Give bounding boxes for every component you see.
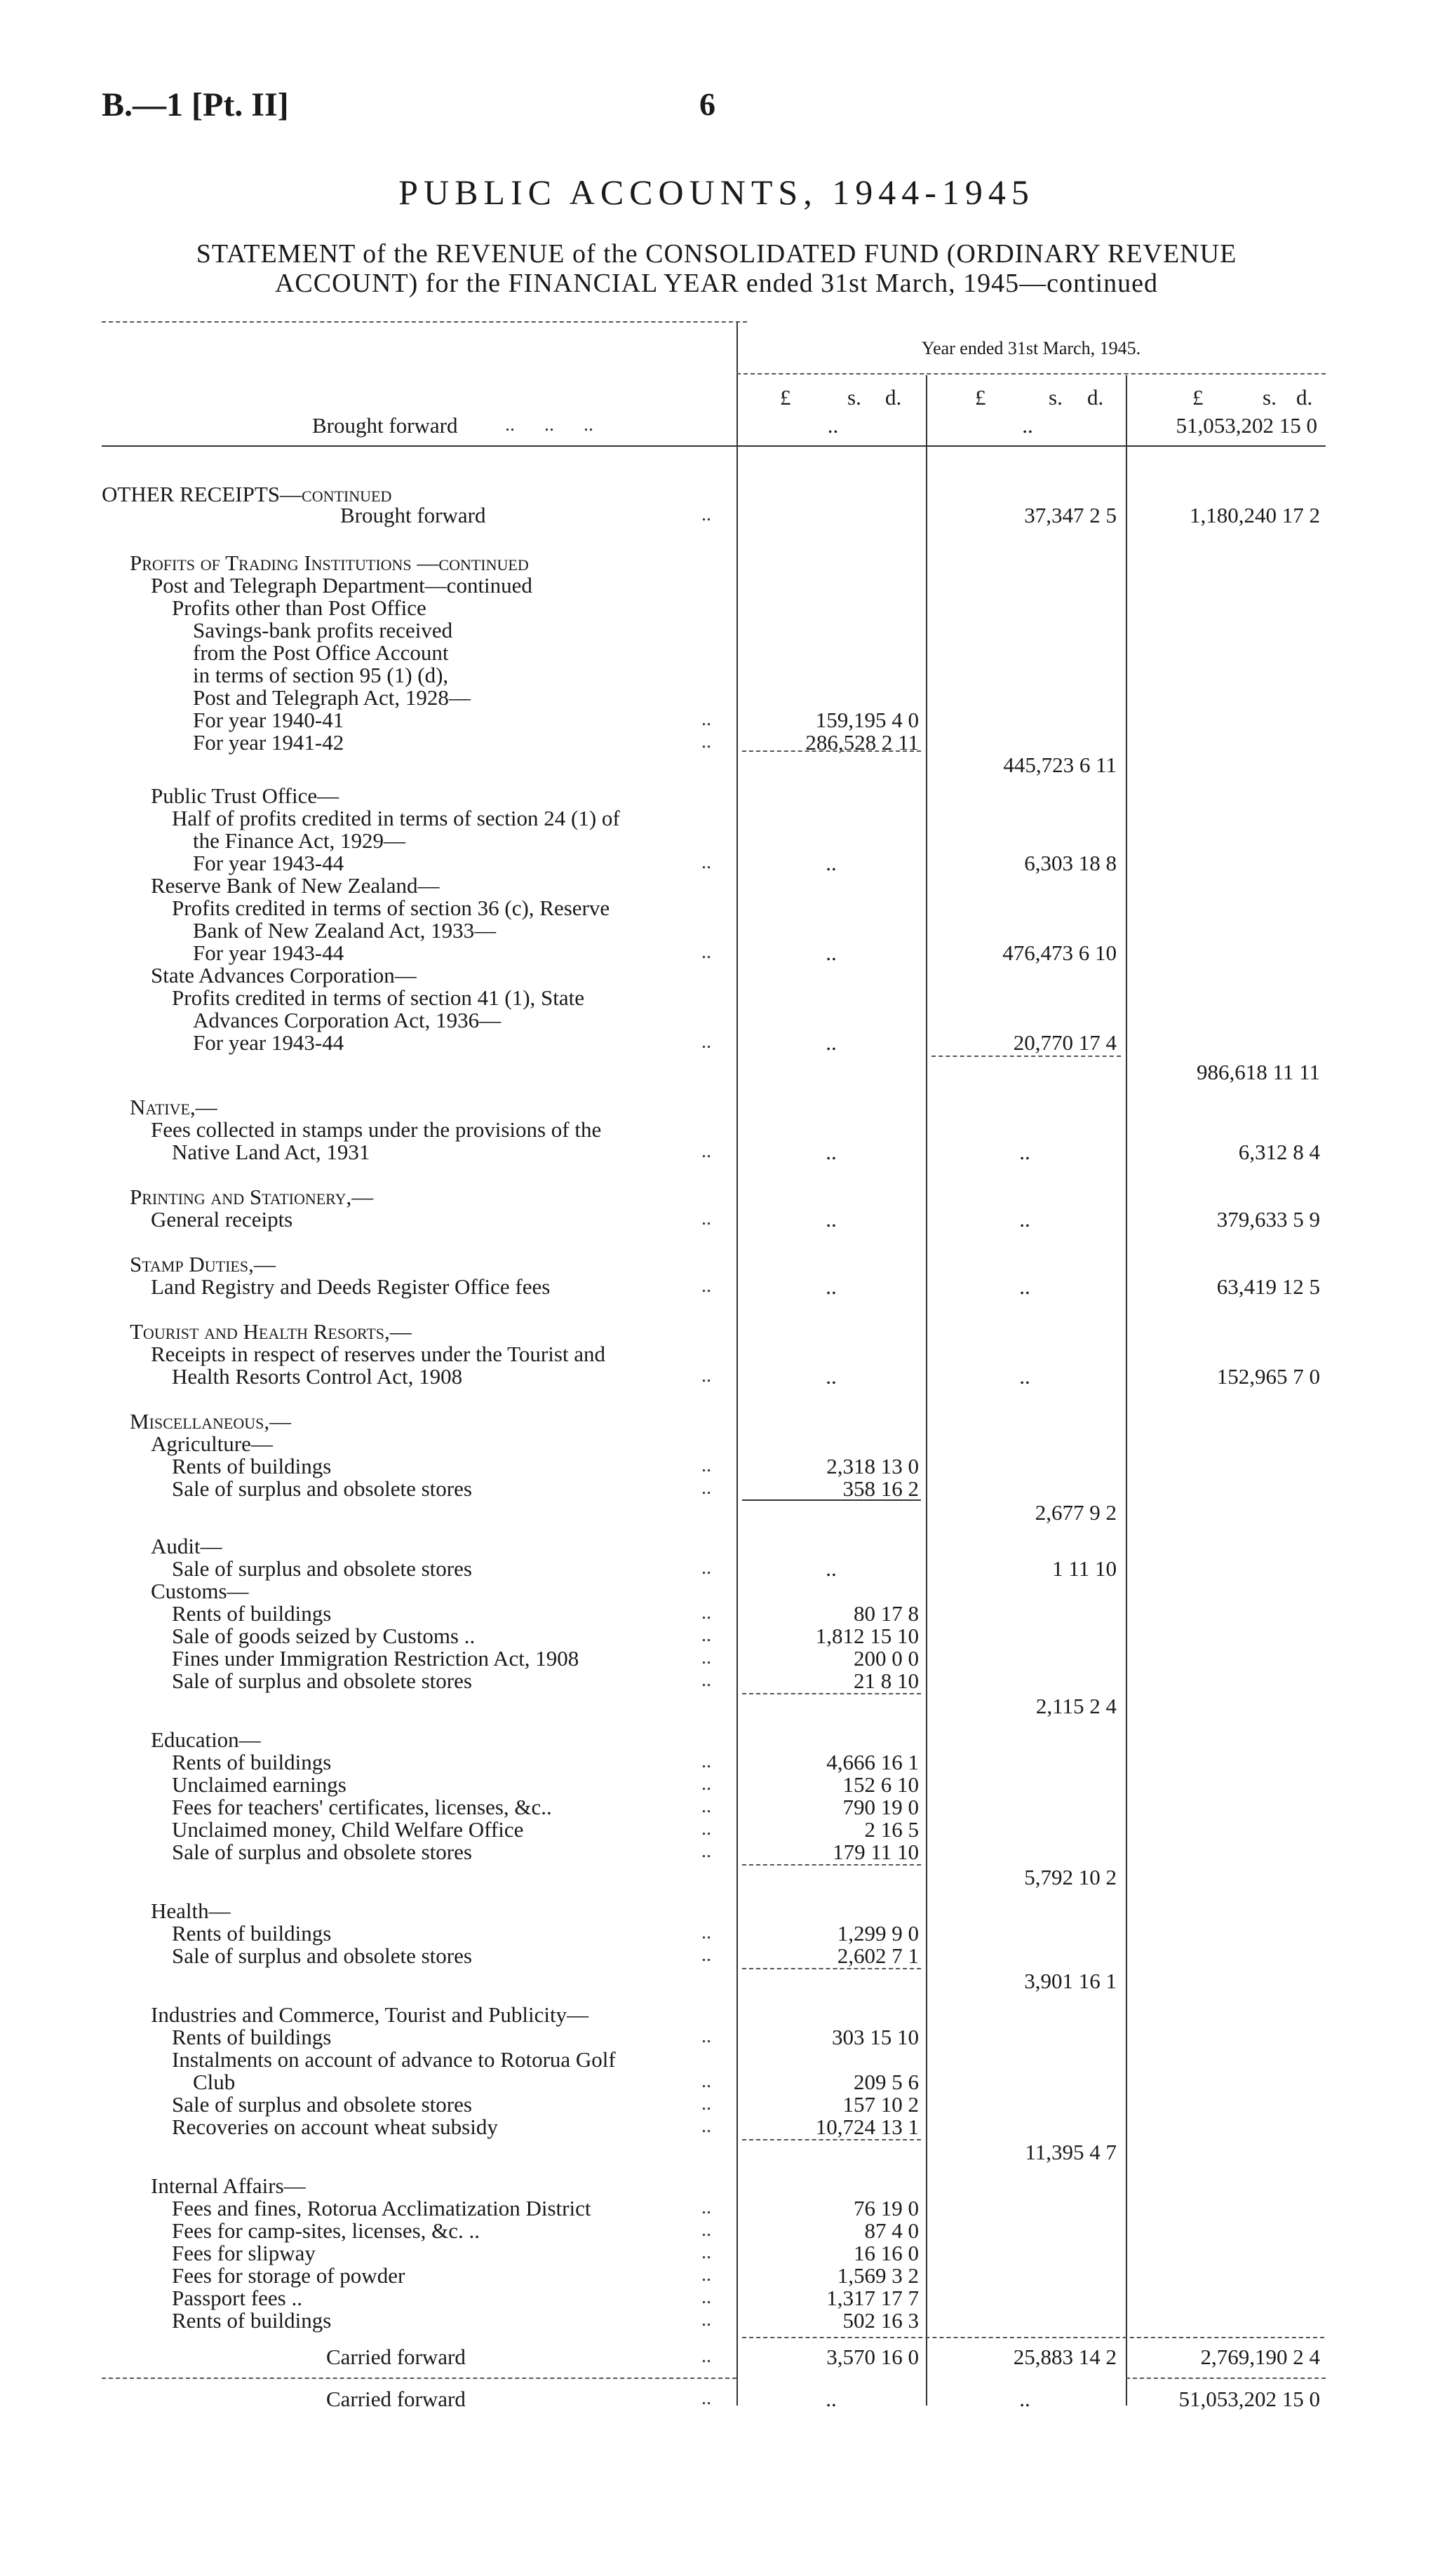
col3-shillings-header: s.: [1263, 385, 1277, 410]
subtotal-rule: [742, 1864, 921, 1866]
brought-forward-col1: ..: [827, 413, 839, 438]
row-label: Public Trust Office—: [151, 783, 339, 808]
row-label: Recoveries on account wheat subsidy: [172, 2115, 498, 2139]
dot-leader: ..: [701, 2241, 711, 2263]
dot-leader: ..: [701, 2387, 711, 2409]
dot-leader: ..: [701, 2115, 711, 2137]
amount-col1: 2,318 13 0: [826, 1454, 919, 1478]
amount-col1: ..: [826, 940, 837, 965]
amount-col1: 157 10 2: [842, 2092, 919, 2117]
row-label: Printing and Stationery,—: [130, 1185, 374, 1209]
dot-leader: ..: [701, 1208, 711, 1229]
row-label: Rents of buildings: [172, 1454, 332, 1478]
row-label: Unclaimed money, Child Welfare Office: [172, 1817, 524, 1842]
dot-leader: ..: [701, 1602, 711, 1624]
dot-leader: ..: [701, 1795, 711, 1817]
dot-leader: ..: [701, 1818, 711, 1840]
amount-col1: 80 17 8: [854, 1601, 919, 1626]
row-label: For year 1943-44: [193, 940, 344, 965]
row-label: Post and Telegraph Act, 1928—: [193, 685, 471, 710]
col2-pence-header: d.: [1087, 385, 1104, 410]
amount-col1: 159,195 4 0: [815, 708, 919, 732]
dot-leader: ..: [701, 941, 711, 963]
amount-col1: 2,602 7 1: [837, 1943, 919, 1968]
dot-leader: ..: [701, 2070, 711, 2092]
row-label: OTHER RECEIPTS—continued: [102, 482, 392, 506]
row-label: the Finance Act, 1929—: [193, 828, 406, 853]
amount-col2: ..: [1019, 1140, 1030, 1164]
row-label: Land Registry and Deeds Register Office fees: [151, 1274, 551, 1299]
amount-col1: ..: [826, 851, 837, 875]
row-label: Native,—: [130, 1095, 217, 1119]
dot-leader: ..: [701, 1455, 711, 1476]
period-header: Year ended 31st March, 1945.: [921, 338, 1141, 358]
bottom-rule-right: [1126, 2378, 1326, 2379]
amount-col2: 25,883 14 2: [1013, 2345, 1117, 2369]
row-label: Stamp Duties,—: [130, 1252, 276, 1276]
row-label: State Advances Corporation—: [151, 963, 417, 987]
dot-leader: ..: [701, 1751, 711, 1772]
amount-col2: 37,347 2 5: [1024, 503, 1117, 527]
col1-pounds-header: £: [780, 385, 791, 410]
row-label: Profits other than Post Office: [172, 595, 426, 620]
amount-col2: 3,901 16 1: [1024, 1969, 1117, 1993]
amount-col1: ..: [826, 1207, 837, 1232]
dot-leader: ..: [701, 2025, 711, 2047]
row-label: Fees for storage of powder: [172, 2263, 405, 2288]
subtotal-rule: [742, 750, 921, 752]
amount-col2: 2,677 9 2: [1035, 1500, 1117, 1525]
row-label: Fees collected in stamps under the provisions of the: [151, 1117, 602, 1142]
top-rule-left: [102, 321, 747, 323]
row-label: Fees and fines, Rotorua Acclimatization District: [172, 2196, 591, 2220]
row-label: from the Post Office Account: [193, 640, 449, 665]
dot-leader: ..: [701, 2219, 711, 2241]
dot-leader: ..: [701, 1275, 711, 1297]
amount-col1: 4,666 16 1: [826, 1750, 919, 1774]
row-label: Sale of surplus and obsolete stores: [172, 1556, 472, 1581]
amount-col1: 790 19 0: [842, 1795, 919, 1819]
row-label: Passport fees ..: [172, 2286, 302, 2310]
amount-col1: ..: [826, 2387, 837, 2411]
dot-leader: ..: [701, 2264, 711, 2286]
row-label: Sale of surplus and obsolete stores: [172, 1840, 472, 1864]
brought-forward-col2: ..: [1022, 413, 1033, 438]
row-label: Rents of buildings: [172, 2308, 332, 2333]
dot-leader: ..: [701, 1944, 711, 1966]
dot-leader: ..: [701, 2093, 711, 2115]
row-label: Rents of buildings: [172, 1750, 332, 1774]
brought-forward-col3: 51,053,202 15 0: [1176, 413, 1317, 438]
row-label: Tourist and Health Resorts,—: [130, 1319, 412, 1344]
subtotal-rule: [742, 1693, 921, 1694]
row-label: Fees for camp-sites, licenses, &c. ..: [172, 2218, 480, 2243]
dot-leader: ..: [701, 1840, 711, 1862]
row-label: Customs—: [151, 1579, 249, 1603]
row-label: Industries and Commerce, Tourist and Publicity—: [151, 2002, 589, 2027]
row-label: Miscellaneous,—: [130, 1409, 292, 1434]
dot-leader: .. .. ..: [505, 414, 593, 436]
row-label: Profits of Trading Institutions —continued: [130, 551, 529, 575]
dot-leader: ..: [701, 2309, 711, 2331]
dot-leader: ..: [701, 1669, 711, 1691]
subtotal-rule: [742, 1968, 921, 1969]
amount-col2: ..: [1019, 1207, 1030, 1232]
row-label: Agriculture—: [151, 1431, 273, 1456]
dot-leader: ..: [701, 2197, 711, 2218]
row-label: Instalments on account of advance to Rotorua Golf: [172, 2047, 616, 2072]
row-label: Unclaimed earnings: [172, 1772, 347, 1797]
amount-col3: 379,633 5 9: [1216, 1207, 1320, 1232]
dot-leader: ..: [701, 1624, 711, 1646]
amount-col2: 2,115 2 4: [1035, 1694, 1117, 1718]
period-rule: [736, 373, 1326, 375]
amount-col1: 502 16 3: [842, 2308, 919, 2333]
row-label: Advances Corporation Act, 1936—: [193, 1008, 502, 1032]
amount-col1: ..: [826, 1274, 837, 1299]
row-label: Rents of buildings: [172, 1921, 332, 1946]
subtotal-rule: [742, 2139, 921, 2140]
dot-leader: ..: [701, 1922, 711, 1943]
subtotal-rule: [742, 1499, 921, 1501]
amount-col1: 303 15 10: [832, 2025, 919, 2049]
dot-leader: ..: [701, 1647, 711, 1668]
column-divider-1: [926, 375, 927, 2406]
amount-col1: 3,570 16 0: [826, 2345, 919, 2369]
row-label: Fees for teachers' certificates, licenses, &c..: [172, 1795, 552, 1819]
row-label: Carried forward: [326, 2387, 466, 2411]
row-label: Bank of New Zealand Act, 1933—: [193, 918, 497, 943]
amount-col2: 445,723 6 11: [1003, 753, 1117, 777]
amount-col1: ..: [826, 1556, 837, 1581]
row-label: Education—: [151, 1727, 261, 1752]
amount-col1: 76 19 0: [854, 2196, 919, 2220]
row-label: Savings-bank profits received: [193, 618, 453, 642]
dot-leader: ..: [701, 2286, 711, 2308]
row-label: Rents of buildings: [172, 2025, 332, 2049]
page-title: PUBLIC ACCOUNTS, 1944-1945: [398, 173, 1035, 212]
amount-col1: 2 16 5: [864, 1817, 919, 1842]
header-rule: [102, 445, 1326, 447]
statement-title-line-1: STATEMENT of the REVENUE of the CONSOLIDATED FUND (ORDINARY REVENUE: [196, 239, 1237, 269]
amount-col1: ..: [826, 1364, 837, 1389]
dot-leader: ..: [701, 1773, 711, 1795]
dot-leader: ..: [701, 2345, 711, 2367]
amount-col1: 16 16 0: [854, 2241, 919, 2265]
amount-col1: 1,317 17 7: [826, 2286, 919, 2310]
col2-shillings-header: s.: [1049, 385, 1063, 410]
amount-col1: 1,569 3 2: [837, 2263, 919, 2288]
row-label: Reserve Bank of New Zealand—: [151, 873, 440, 898]
amount-col1: 10,724 13 1: [815, 2115, 919, 2139]
row-label: Club: [193, 2070, 236, 2094]
row-label: Half of profits credited in terms of section 24 (1) of: [172, 806, 620, 830]
row-label: Receipts in respect of reserves under the Tourist and: [151, 1342, 606, 1366]
col3-pounds-header: £: [1192, 385, 1204, 410]
row-label: General receipts: [151, 1207, 293, 1232]
statement-title-line-2: ACCOUNT) for the FINANCIAL YEAR ended 31st March, 1945—continued: [274, 269, 1159, 298]
col1-shillings-header: s.: [847, 385, 861, 410]
amount-col2: ..: [1019, 1364, 1030, 1389]
amount-col1: 1,812 15 10: [815, 1624, 919, 1648]
subtotal-rule: [742, 2337, 1324, 2338]
row-label: Carried forward: [326, 2345, 466, 2369]
dot-leader: ..: [701, 851, 711, 873]
dot-leader: ..: [701, 731, 711, 753]
amount-col1: 21 8 10: [854, 1668, 919, 1693]
row-label: Native Land Act, 1931: [172, 1140, 370, 1164]
row-label: For year 1940-41: [193, 708, 344, 732]
document-reference: B.—1 [Pt. II]: [102, 86, 289, 123]
row-label: Profits credited in terms of section 41 (1), State: [172, 985, 585, 1010]
row-label: Fines under Immigration Restriction Act, 1908: [172, 1646, 579, 1671]
row-label: Sale of goods seized by Customs ..: [172, 1624, 476, 1648]
amount-col1: ..: [826, 1030, 837, 1055]
column-divider-main: [736, 323, 738, 2406]
amount-col2: 20,770 17 4: [1013, 1030, 1117, 1055]
page-number: 6: [699, 86, 715, 122]
dot-leader: ..: [701, 1557, 711, 1579]
amount-col2: ..: [1019, 2387, 1030, 2411]
row-label: Brought forward: [340, 503, 486, 527]
dot-leader: ..: [701, 708, 711, 730]
amount-col1: 286,528 2 11: [805, 730, 919, 755]
amount-col3: 6,312 8 4: [1238, 1140, 1320, 1164]
amount-col1: ..: [826, 1140, 837, 1164]
row-label: Profits credited in terms of section 36 (c), Reserve: [172, 896, 610, 920]
amount-col2: 11,395 4 7: [1025, 2140, 1117, 2164]
dot-leader: ..: [701, 1140, 711, 1162]
amount-col2: ..: [1019, 1274, 1030, 1299]
row-label: Sale of surplus and obsolete stores: [172, 1668, 472, 1693]
amount-col1: 179 11 10: [833, 1840, 919, 1864]
amount-col3: 1,180,240 17 2: [1190, 503, 1320, 527]
amount-col3: 63,419 12 5: [1216, 1274, 1320, 1299]
subtotal-rule: [931, 1056, 1121, 1057]
row-label: Post and Telegraph Department—continued: [151, 573, 532, 598]
col2-pounds-header: £: [975, 385, 986, 410]
bottom-rule-left: [102, 2378, 736, 2379]
row-label: For year 1941-42: [193, 730, 344, 755]
amount-col2: 1 11 10: [1052, 1556, 1117, 1581]
amount-col1: 87 4 0: [864, 2218, 919, 2243]
dot-leader: ..: [701, 1365, 711, 1387]
amount-col1: 152 6 10: [842, 1772, 919, 1797]
col3-pence-header: d.: [1296, 385, 1313, 410]
dot-leader: ..: [701, 1477, 711, 1499]
dot-leader: ..: [701, 1031, 711, 1053]
row-label: Audit—: [151, 1534, 222, 1558]
brought-forward-label: Brought forward: [312, 413, 458, 438]
amount-col3: 986,618 11 11: [1197, 1060, 1320, 1084]
row-label: Health Resorts Control Act, 1908: [172, 1364, 463, 1389]
row-label: Sale of surplus and obsolete stores: [172, 1943, 472, 1968]
amount-col3: 51,053,202 15 0: [1178, 2387, 1320, 2411]
row-label: Rents of buildings: [172, 1601, 332, 1626]
amount-col2: 6,303 18 8: [1024, 851, 1117, 875]
row-label: Health—: [151, 1899, 231, 1923]
amount-col2: 5,792 10 2: [1024, 1865, 1117, 1889]
col1-pence-header: d.: [885, 385, 902, 410]
row-label: For year 1943-44: [193, 851, 344, 875]
amount-col1: 200 0 0: [854, 1646, 919, 1671]
column-divider-2: [1126, 375, 1127, 2406]
row-label: For year 1943-44: [193, 1030, 344, 1055]
amount-col3: 2,769,190 2 4: [1200, 2345, 1320, 2369]
amount-col2: 476,473 6 10: [1002, 940, 1117, 965]
amount-col1: 358 16 2: [842, 1476, 919, 1501]
row-label: in terms of section 95 (1) (d),: [193, 663, 449, 687]
row-label: Sale of surplus and obsolete stores: [172, 2092, 472, 2117]
amount-col1: 1,299 9 0: [837, 1921, 919, 1946]
row-label: Sale of surplus and obsolete stores: [172, 1476, 472, 1501]
amount-col3: 152,965 7 0: [1216, 1364, 1320, 1389]
amount-col1: 209 5 6: [854, 2070, 919, 2094]
row-label: Internal Affairs—: [151, 2173, 306, 2198]
row-label: Fees for slipway: [172, 2241, 316, 2265]
dot-leader: ..: [701, 504, 711, 525]
